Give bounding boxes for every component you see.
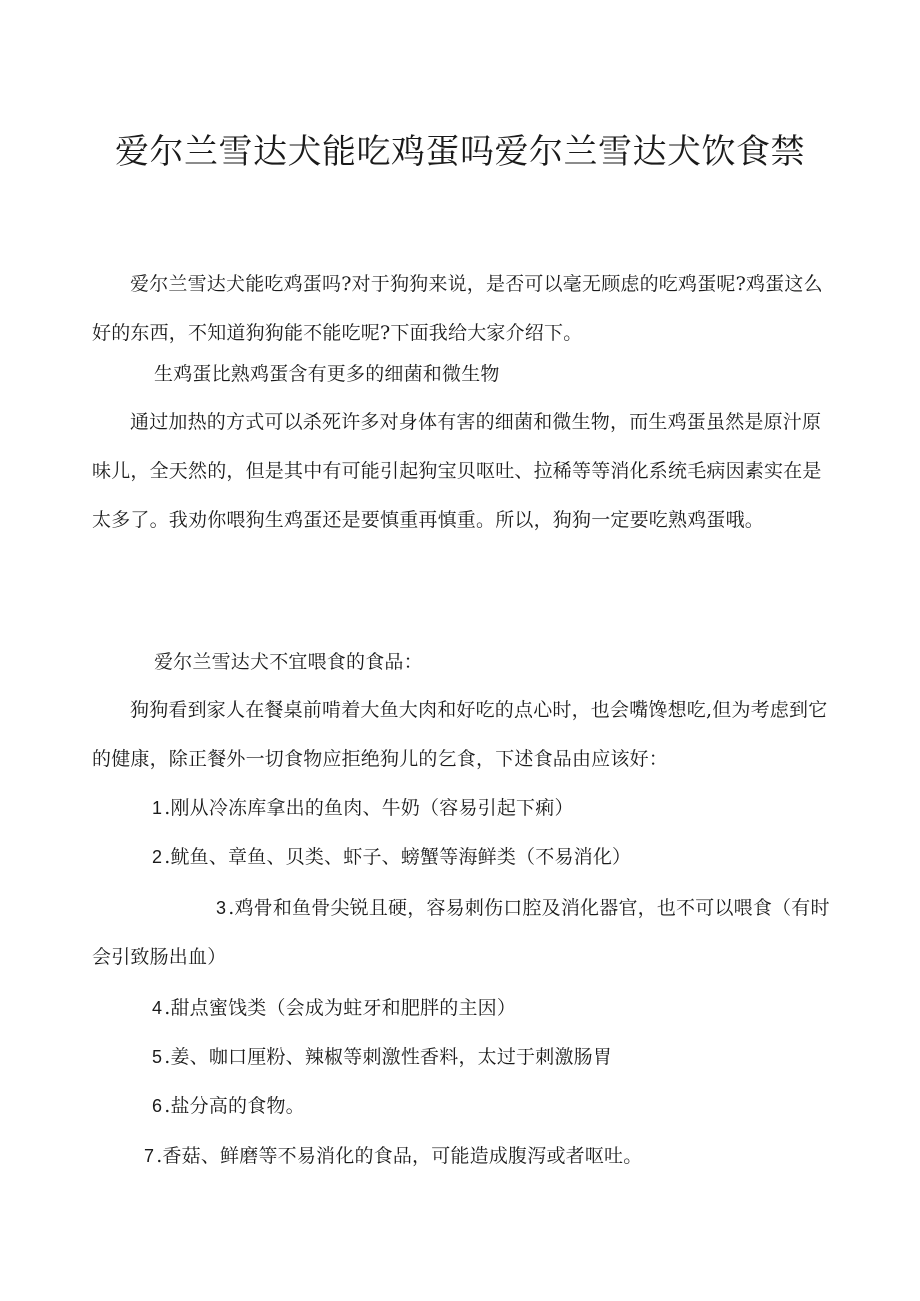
list-item [144,1132,642,1181]
unsuitable-foods-paragraph: 狗狗看到家人在餐桌前啃着大鱼大肉和好吃的点心时，也会嘴馋想吃,但为考虑到它的健康，除正餐外一切食物应拒绝狗儿的乞食，下述食品由应该好： [92,699,828,770]
list-item-text: .甜点蜜饯类（会成为蛀牙和肥胖的主因） [164,997,517,1019]
list-item-number: 4 [152,998,163,1018]
list-item [152,833,631,882]
list-item-text: .香菇、鲜磨等不易消化的食品，可能造成腹泻或者呕吐。 [156,1145,643,1167]
list-item-number: 1 [152,798,163,818]
list-item-text: .盐分高的食物。 [164,1095,305,1117]
list-item [152,784,574,833]
list-item-text: .刚从冷冻库拿出的鱼肉、牛奶（容易引起下痢） [164,797,574,819]
list-item-text: .鸡骨和鱼骨尖锐且硬，容易刺伤口腔及消化器官，也不可以喂食（有时会引致肠出血） [92,897,830,968]
list-item-number: 6 [152,1096,163,1116]
list-item [152,1082,305,1131]
list-item-number: 3 [216,898,227,918]
document-title: 爱尔兰雪达犬能吃鸡蛋吗爱尔兰雪达犬饮食禁 [115,132,805,172]
list-item-text: .姜、咖口厘粉、辣椒等刺激性香料，太过于刺激肠胃 [164,1046,613,1068]
section-heading-raw-eggs: 生鸡蛋比熟鸡蛋含有更多的细菌和微生物 [154,363,500,385]
list-item [92,884,832,982]
intro-paragraph: 爱尔兰雪达犬能吃鸡蛋吗?对于狗狗来说，是否可以毫无顾虑的吃鸡蛋呢?鸡蛋这么好的东西，不知道狗狗能不能吃呢?下面我给大家介绍下。 [92,273,823,344]
raw-egg-paragraph: 通过加热的方式可以杀死许多对身体有害的细菌和微生物，而生鸡蛋虽然是原汁原味儿，全天然的，但是其中有可能引起狗宝贝呕吐、拉稀等等消化系统毛病因素实在是太多了。我劝你喂狗生鸡蛋还是要慎重再慎重。所以，狗狗一定要吃熟鸡蛋哦。 [92,411,822,531]
section-heading-unsuitable-foods: 爱尔兰雪达犬不宜喂食的食品： [154,651,423,673]
list-item [152,1033,612,1082]
list-item-text: .鱿鱼、章鱼、贝类、虾子、螃蟹等海鲜类（不易消化） [164,846,632,868]
list-item-number: 7 [144,1146,155,1166]
list-item-number: 5 [152,1047,163,1067]
list-item [152,984,516,1033]
list-item-number: 2 [152,847,163,867]
